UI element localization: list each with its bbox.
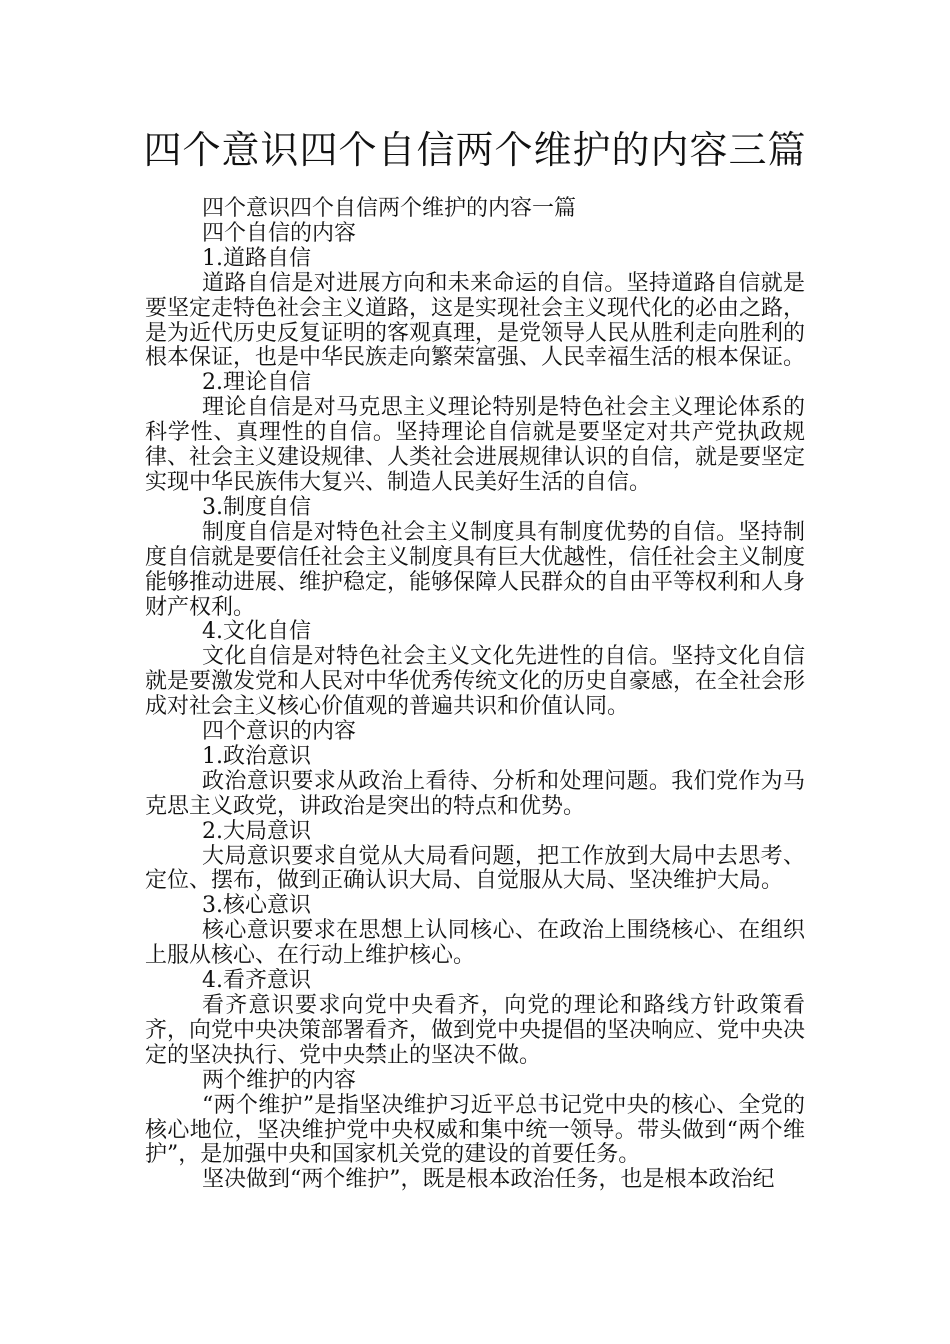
item-heading: 4.文化自信 [202, 619, 311, 645]
document-body [145, 197, 805, 1193]
item-heading: 1.政治意识 [202, 743, 311, 769]
body-paragraph: 制度自信是对特色社会主义制度具有制度优势的自信。坚持制度自信就是要信任社会主义制度具有巨大优越性，信任社会主义制度能够推动进展、维护稳定，能够保障人民群众的自由平等权利和人身财产权利。 [145, 519, 806, 620]
item-heading: 1.道路自信 [202, 245, 311, 271]
item-heading: 3.核心意识 [202, 893, 311, 919]
body-paragraph: 文化自信是对特色社会主义文化先进性的自信。坚持文化自信就是要激发党和人民对中华优秀传统文化的历史自豪感，在全社会形成对社会主义核心价值观的普遍共识和价值认同。 [145, 644, 806, 720]
item-heading: 4.看齐意识 [202, 968, 311, 994]
item-heading: 2.理论自信 [202, 370, 311, 396]
section-heading: 四个意识四个自信两个维护的内容一篇 [202, 196, 577, 221]
body-paragraph: “两个维护”是指坚决维护习近平总书记党中央的核心、全党的核心地位，坚决维护党中央权威和集中统一领导。带头做到“两个维护”，是加强中央和国家机关党的建设的首要任务。 [145, 1092, 805, 1168]
subsection-heading: 两个维护的内容 [202, 1067, 357, 1093]
item-heading: 3.制度自信 [202, 494, 311, 520]
body-paragraph: 道路自信是对进展方向和未来命运的自信。坚持道路自信就是要坚定走特色社会主义道路，这是实现社会主义现代化的必由之路，是为近代历史反复证明的客观真理，是党领导人民从胜利走向胜利的根本保证，也是中华民族走向繁荣富强、人民幸福生活的根本保证。 [145, 270, 806, 371]
document-title: 四个意识四个自信两个维护的内容三篇 [143, 128, 807, 172]
subsection-heading: 四个意识的内容 [202, 719, 357, 745]
body-paragraph: 政治意识要求从政治上看待、分析和处理问题。我们党作为马克思主义政党，讲政治是突出的特点和优势。 [145, 768, 805, 819]
subsection-heading: 四个自信的内容 [202, 220, 357, 246]
body-paragraph: 理论自信是对马克思主义理论特别是特色社会主义理论体系的科学性、真理性的自信。坚持理论自信就是要坚定对共产党执政规律、社会主义建设规律、人类社会进展规律认识的自信，就是要坚定实现中华民族伟大复兴、制造人民美好生活的自信。 [145, 395, 806, 495]
body-paragraph: 看齐意识要求向党中央看齐，向党的理论和路线方针政策看齐，向党中央决策部署看齐，做到党中央提倡的坚决响应、党中央决定的坚决执行、党中央禁止的坚决不做。 [145, 993, 806, 1068]
body-paragraph: 坚决做到“两个维护”，既是根本政治任务，也是根本政治纪 [202, 1167, 775, 1193]
item-heading: 2.大局意识 [202, 818, 311, 844]
body-paragraph: 大局意识要求自觉从大局看问题，把工作放到大局中去思考、定位、摆布，做到正确认识大局、自觉服从大局、坚决维护大局。 [145, 843, 805, 894]
body-paragraph: 核心意识要求在思想上认同核心、在政治上围绕核心、在组织上服从核心、在行动上维护核心。 [145, 918, 805, 969]
